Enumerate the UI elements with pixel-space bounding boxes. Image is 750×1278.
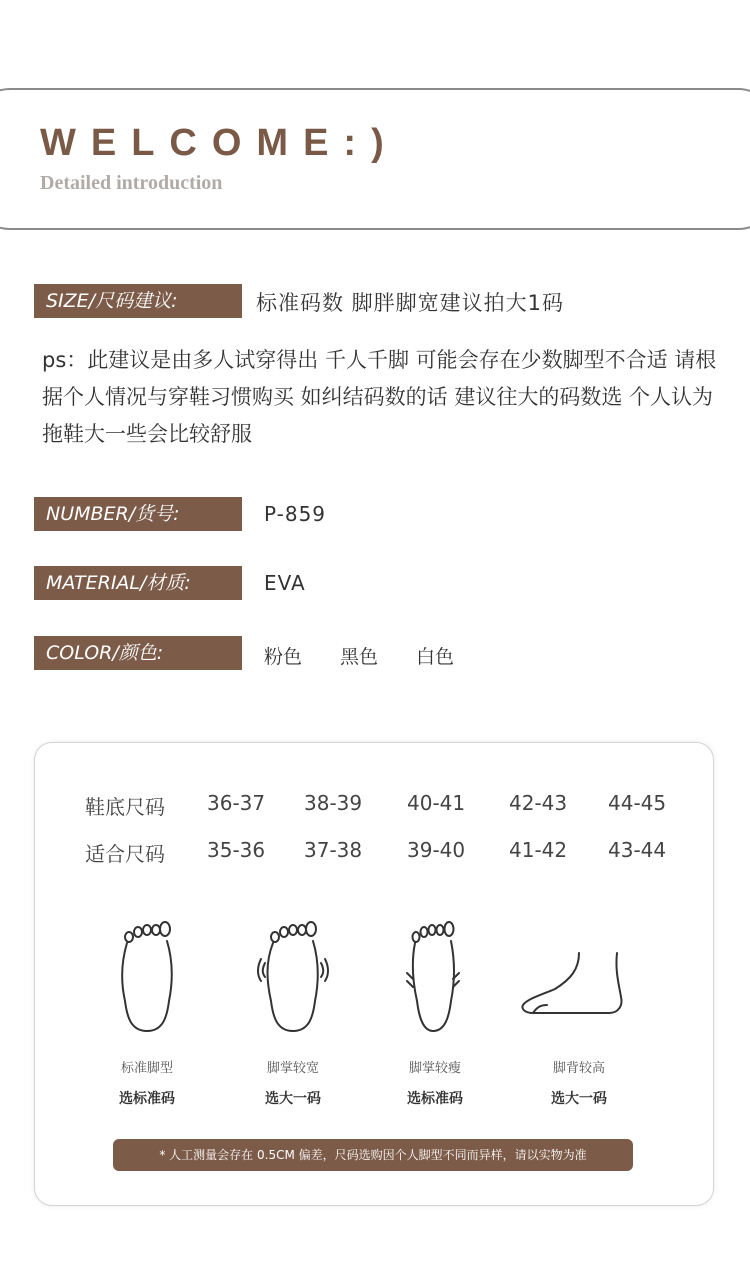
size-value: 标准码数 脚胖脚宽建议拍大1码 bbox=[256, 291, 565, 315]
fit-size-cell: 35-36 bbox=[207, 838, 266, 862]
sole-size-cell: 42-43 bbox=[509, 791, 568, 815]
sole-size-cell: 38-39 bbox=[304, 791, 363, 815]
material-value: EVA bbox=[264, 571, 306, 595]
sole-size-cell: 44-45 bbox=[608, 791, 667, 815]
fit-size-cell: 43-44 bbox=[608, 838, 667, 862]
foot-advice: 选大一码 bbox=[265, 1091, 321, 1107]
foot-advice: 选标准码 bbox=[119, 1091, 175, 1107]
measurement-note: * 人工测量会存在 0.5CM 偏差，尺码选购因个人脚型不同而异样，请以实物为准 bbox=[113, 1139, 633, 1171]
wide-foot-icon bbox=[255, 921, 331, 1035]
sole-size-cell: 40-41 bbox=[407, 791, 466, 815]
welcome-title: WELCOME:) bbox=[40, 122, 399, 164]
foot-caption: 脚掌较瘦 bbox=[408, 1061, 461, 1076]
color-option-white: 白色 bbox=[416, 646, 455, 668]
welcome-subtitle: Detailed introduction bbox=[40, 172, 223, 194]
sole-size-label: 鞋底尺码 bbox=[85, 795, 165, 819]
standard-foot-icon bbox=[117, 921, 177, 1035]
fit-size-label: 适合尺码 bbox=[85, 842, 165, 866]
foot-advice: 选标准码 bbox=[407, 1091, 463, 1107]
size-label: SIZE/尺码建议: bbox=[34, 284, 242, 318]
foot-caption: 脚掌较宽 bbox=[266, 1061, 319, 1076]
fit-size-cell: 37-38 bbox=[304, 838, 363, 862]
thin-foot-icon bbox=[403, 921, 463, 1035]
fit-size-cell: 39-40 bbox=[407, 838, 466, 862]
fit-size-cell: 41-42 bbox=[509, 838, 568, 862]
foot-caption: 标准脚型 bbox=[120, 1061, 173, 1076]
size-chart-card bbox=[34, 742, 714, 1206]
color-option-black: 黑色 bbox=[340, 646, 379, 668]
foot-advice: 选大一码 bbox=[551, 1091, 607, 1107]
sole-size-cell: 36-37 bbox=[207, 791, 266, 815]
number-value: P-859 bbox=[264, 502, 327, 526]
high-instep-foot-icon bbox=[519, 949, 631, 1019]
foot-caption: 脚背较高 bbox=[552, 1061, 605, 1076]
color-label: COLOR/颜色: bbox=[34, 636, 242, 670]
material-label: MATERIAL/材质: bbox=[34, 566, 242, 600]
number-label: NUMBER/货号: bbox=[34, 497, 242, 531]
size-note: ps：此建议是由多人试穿得出 千人千脚 可能会存在少数脚型不合适 请根据个人情况与穿鞋习惯购买 如纠结码数的话 建议往大的码数选 个人认为拖鞋大一些会比较舒服 bbox=[42, 348, 717, 446]
color-option-pink: 粉色 bbox=[264, 646, 303, 668]
